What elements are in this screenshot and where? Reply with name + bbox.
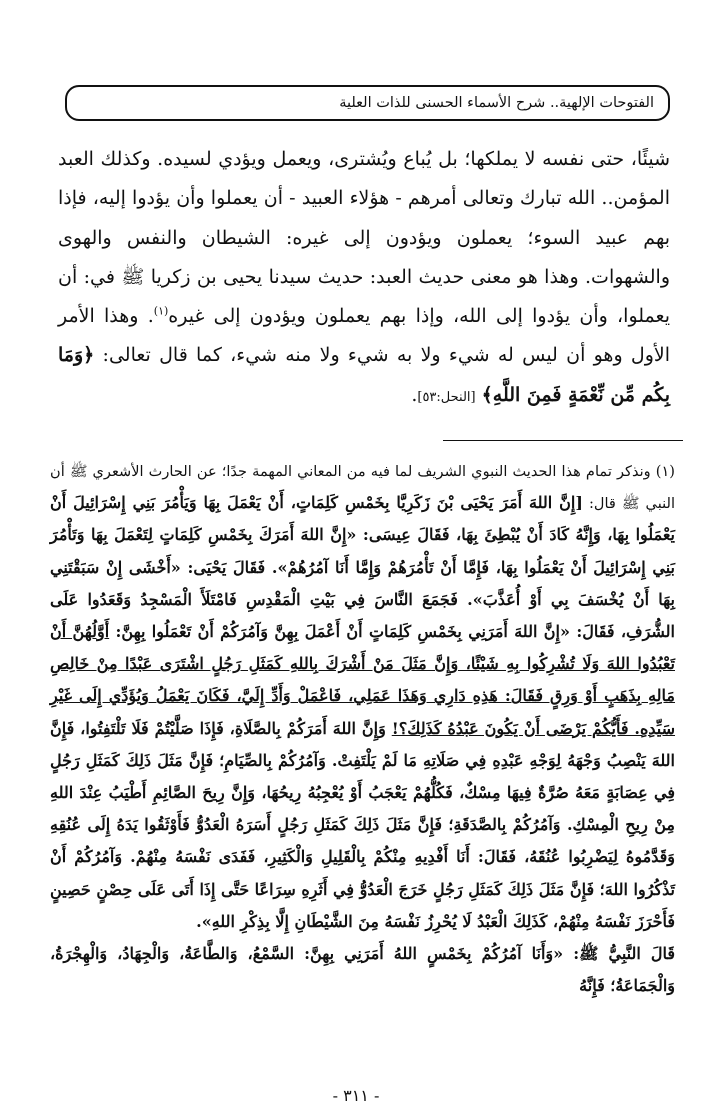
main-text (58, 140, 670, 417)
footnote-lead: (١) ونذكر تمام هذا الحديث النبوي الشريف لما فيه من المعاني المهمة جدًا؛ عن الحارث الأشعري ﷺ أن النبي ﷺ قال: (50, 463, 675, 513)
hadith-text-2: وَإِنَّ اللهَ أَمَرَكُمْ بِالصَّلَاةِ، فَإِذَا صَلَّيْتُمْ فَلَا تَلْتَفِتُوا، فَإِنَّ اللهَ يَنْصِبُ وَجْهَهُ لِوَجْهِ عَبْدِهِ فِي صَلَاتِهِ مَا لَمْ يَلْتَفِتْ. وَآمُرُكُمْ بِالصِّيَامِ؛ فَإِنَّ مَثَلَ ذَلِكَ كَمَثَلِ رَجُلٍ فِي عِصَابَةٍ مَعَهُ صُرَّةٌ فِيهَا مِسْكٌ، فَكُلُّهُمْ يَعْجَبُ أَوْ يُعْجِبُهُ رِيحُهَا، وَإِنَّ رِيحَ الصَّائِمِ أَطْيَبُ عِنْدَ اللهِ مِنْ رِيحِ الْمِسْكِ. وَآمُرُكُمْ بِالصَّدَقَةِ؛ فَإِنَّ مَثَلَ ذَلِكَ كَمَثَلِ رَجُلٍ أَسَرَهُ الْعَدُوُّ فَأَوْثَقُوا يَدَهُ إِلَى عُنُقِهِ وَقَدَّمُوهُ لِيَضْرِبُوا عُنُقَهُ، فَقَالَ: أَنَا أَفْدِيهِ مِنْكُمْ بِالْقَلِيلِ وَالْكَثِيرِ، فَفَدَى نَفْسَهُ مِنْهُمْ. وَآمُرُكُمْ أَنْ تَذْكُرُوا اللهَ؛ فَإِنَّ مَثَلَ ذَلِكَ كَمَثَلِ رَجُلٍ خَرَجَ الْعَدُوُّ فِي أَثَرِهِ سِرَاعًا حَتَّى إِذَا أَتَى عَلَى حِصْنٍ حَصِينٍ فَأَحْرَزَ نَفْسَهُ مِنْهُمْ، كَذَلِكَ الْعَبْدُ لَا يُحْرِزُ نَفْسَهُ مِنَ الشَّيْطَانِ إِلَّا بِذِكْرِ اللهِ». (50, 718, 675, 931)
quran-verse: ﴿وَمَا بِكُم مِّن نِّعْمَةٍ فَمِنَ اللَّهِ﴾ (58, 344, 670, 406)
footnote-paragraph-1 (50, 456, 675, 938)
footnote-marker[interactable]: (١) (153, 304, 169, 318)
hadith-underlined-text: أَوَّلُهُنَّ أَنْ تَعْبُدُوا اللهَ وَلَا تُشْرِكُوا بِهِ شَيْئًا، وَإِنَّ مَثَلَ مَنْ أَشْرَكَ بِاللهِ كَمَثَلِ رَجُلٍ اشْتَرَى عَبْدًا مِنْ خَالِصِ مَالِهِ بِذَهَبٍ أَوْ وَرِقٍ فَقَالَ: هَذِهِ دَارِي وَهَذَا عَمَلِي، فَاعْمَلْ وَأَدِّ إِلَيَّ، فَكَانَ يَعْمَلُ وَيُؤَدِّي إِلَى غَيْرِ سَيِّدِهِ. فَأَيُّكُمْ يَرْضَى أَنْ يَكُونَ عَبْدُهُ كَذَلِكَ؟! (50, 622, 676, 738)
main-text-part-1: شيئًا، حتى نفسه لا يملكها؛ بل يُباع ويُشترى، ويعمل ويؤدي لسيده. وكذلك العبد المؤمن.. الله تبارك وتعالى أمرهم - هؤلاء العبيد - أن يعملوا وأن يؤدوا إليه، فإذا بهم عبيد السوء؛ يعملون ويؤدون إلى غيره: الشيطان والنفس والهوى والشهوات. وهذا هو معنى حديث العبد: حديث سيدنا يحيى بن زكريا ﷺ في: أن يعملوا، وأن يؤدوا إلى الله، وإذا بهم يعملون ويؤدون إلى غيره (58, 148, 670, 328)
footnote-paragraph-2 (50, 938, 675, 1002)
running-header (65, 85, 670, 121)
main-paragraph (58, 140, 670, 417)
header-title: الفتوحات الإلهية.. شرح الأسماء الحسنى للذات العلية (339, 95, 654, 111)
main-text-part-2: . وهذا الأمر الأول وهو أن ليس له شيء ولا به شيء ولا منه شيء، كما قال تعالى: (58, 305, 670, 367)
quran-reference: [النحل:٥٣] (417, 389, 476, 405)
page-number: - ٣١١ - (332, 1086, 380, 1105)
footnote (50, 456, 675, 1002)
main-text-end: . (411, 383, 418, 406)
hadith-text-3: قَالَ النَّبِيُّ ﷺ: «وَأَنَا آمُرُكُمْ بِخَمْسٍ اللهُ أَمَرَنِي بِهِنَّ: السَّمْعُ، وَالطَّاعَةُ، وَالْجِهَادُ، وَالْهِجْرَةُ، وَالْجَمَاعَةُ؛ فَإِنَّهُ (50, 944, 675, 996)
footnote-separator (443, 440, 683, 441)
hadith-text-1: [إِنَّ اللهَ أَمَرَ يَحْيَى بْنَ زَكَرِيَّا بِخَمْسِ كَلِمَاتٍ، أَنْ يَعْمَلَ بِهَا وَيَأْمُرَ بَنِي إِسْرَائِيلَ أَنْ يَعْمَلُوا بِهَا، وَإِنَّهُ كَادَ أَنْ يُبْطِئَ بِهَا، فَقَالَ عِيسَى: «إِنَّ اللهَ أَمَرَكَ بِخَمْسِ كَلِمَاتٍ لِتَعْمَلَ بِهَا وَتَأْمُرَ بَنِي إِسْرَائِيلَ أَنْ يَعْمَلُوا بِهَا، فَإِمَّا أَنْ تَأْمُرَهُمْ وَإِمَّا أَنَا آمُرُهُمْ». فَقَالَ يَحْيَى: «أَخْشَى إِنْ سَبَقْتَنِي بِهَا أَنْ يُخْسَفَ بِي أَوْ أُعَذَّبَ». فَجَمَعَ النَّاسَ فِي بَيْتِ الْمَقْدِسِ فَامْتَلَأَ الْمَسْجِدُ وَقَعَدُوا عَلَى الشُّرَفِ، فَقَالَ: «إِنَّ اللهَ أَمَرَنِي بِخَمْسِ كَلِمَاتٍ أَنْ أَعْمَلَ بِهِنَّ وَآمُرَكُمْ أَنْ تَعْمَلُوا بِهِنَّ: (50, 493, 676, 642)
